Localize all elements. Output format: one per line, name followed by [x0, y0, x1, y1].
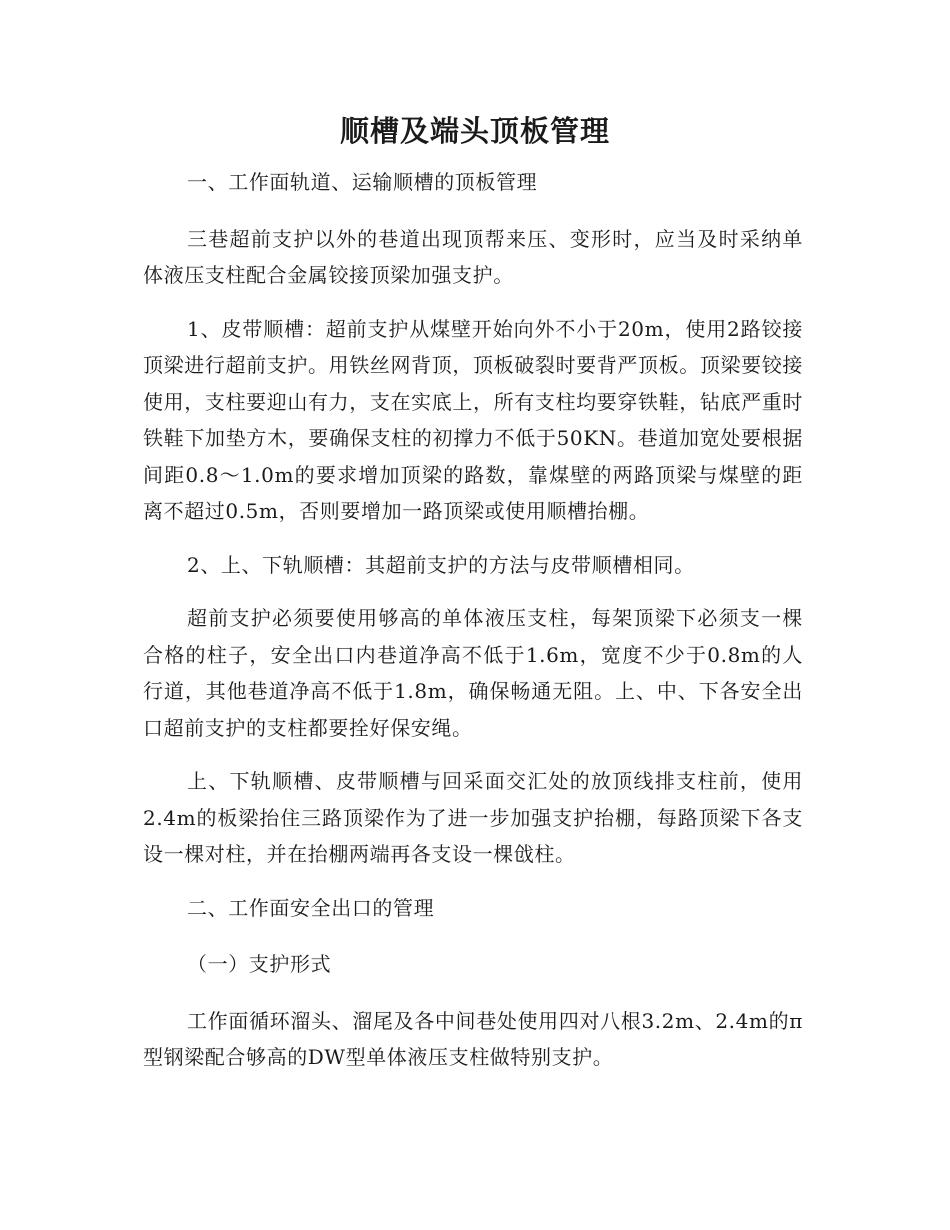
paragraph-advance-support: 超前支护必须要使用够高的单体液压支柱，每架顶梁下必须支一棵合格的柱子，安全出口内巷道净高不低于1.6m，宽度不少于0.8m的人行道，其他巷道净高不低于1.8m，确保畅通无阻。上、中、下各安全出口超前支护的支柱都要拴好保安绳。 — [143, 606, 803, 740]
subsection-heading-1: （一）支护形式 — [187, 952, 332, 976]
section-heading-2: 二、工作面安全出口的管理 — [187, 895, 435, 920]
paragraph-intersection: 上、下轨顺槽、皮带顺槽与回采面交汇处的放顶线排支柱前，使用2.4m的板梁抬住三路顶梁作为了进一步加强支护抬棚，每路顶梁下各支设一棵对柱，并在抬棚两端再各支设一棵戗柱。 — [143, 769, 803, 866]
section-heading-1: 一、工作面轨道、运输顺槽的顶板管理 — [187, 170, 538, 194]
paragraph-intro: 三巷超前支护以外的巷道出现顶帮来压、变形时，应当及时采纳单体液压支柱配合金属铰接顶梁加强支护。 — [143, 226, 803, 287]
document-body — [143, 164, 803, 1093]
document-title: 顺槽及端头顶板管理 — [339, 114, 610, 148]
paragraph-rail-roadway: 2、上、下轨顺槽：其超前支护的方法与皮带顺槽相同。 — [187, 552, 695, 577]
paragraph-support-form: 工作面循环溜头、溜尾及各中间巷处使用四对八根3.2m、2.4m的π型钢梁配合够高的DW型单体液压支柱做特别支护。 — [143, 1008, 803, 1069]
paragraph-belt-roadway: 1、皮带顺槽：超前支护从煤壁开始向外不小于20m，使用2路铰接顶梁进行超前支护。用铁丝网背顶，顶板破裂时要背严顶板。顶梁要铰接使用，支柱要迎山有力，支在实底上，所有支柱均要穿铁鞋，钻底严重时铁鞋下加垫方木，要确保支柱的初撑力不低于50KN。巷道加宽处要根据间距0.8～1.0m的要求增加顶梁的路数，靠煤壁的两路顶梁与煤壁的距离不超过0.5m，否则要增加一路顶梁或使用顺槽抬棚。 — [143, 316, 803, 523]
